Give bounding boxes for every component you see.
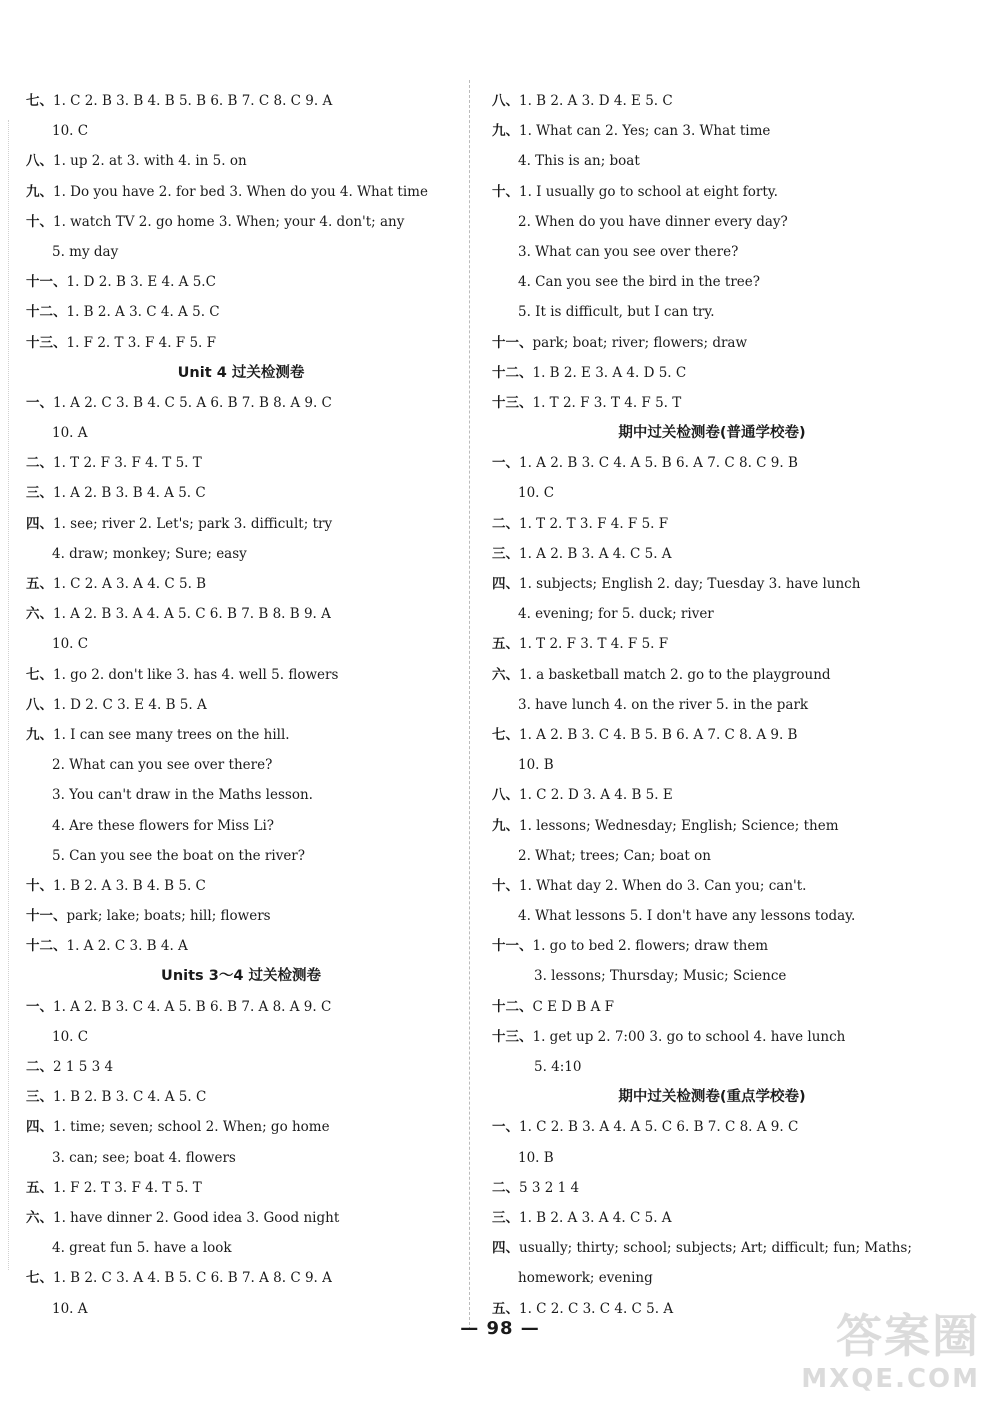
section-title: 期中过关检测卷(普通学校卷) — [618, 425, 806, 442]
answer-line — [26, 599, 456, 629]
answer-line — [492, 1203, 932, 1233]
answer-text: 1. T 2. F 3. T 4. F 5. T — [532, 394, 682, 411]
answer-line — [492, 539, 932, 569]
question-section-label: 八、 — [492, 787, 519, 804]
answer-continuation — [26, 629, 456, 659]
answer-line — [492, 1112, 932, 1142]
question-section-label: 五、 — [26, 1179, 53, 1196]
question-section-label: 八、 — [492, 93, 519, 109]
answer-continuation — [492, 478, 932, 508]
question-section-label: 七、 — [26, 93, 53, 109]
answer-text: 1. C 2. D 3. A 4. B 5. E — [519, 787, 673, 804]
answer-text: 1. A 2. B 3. C 4. A 5. B 6. B 7. A 8. A 9. C — [53, 998, 332, 1015]
question-section-label: 十一、 — [492, 938, 533, 955]
question-section-label: 十、 — [26, 877, 53, 894]
answer-text: 1. T 2. T 3. F 4. F 5. F — [519, 515, 669, 532]
answer-text: 1. C 2. B 3. B 4. B 5. B 6. B 7. C 8. C 9. A — [53, 93, 333, 109]
answer-continuation — [26, 1143, 456, 1173]
question-section-label: 五、 — [492, 636, 519, 653]
answer-text: 10. C — [52, 123, 89, 140]
question-section-label: 八、 — [26, 153, 53, 170]
answer-text: 10. B — [518, 1149, 554, 1166]
answer-continuation — [492, 961, 932, 991]
question-section-label: 九、 — [492, 123, 519, 140]
answer-line — [26, 931, 456, 961]
answer-continuation — [492, 207, 932, 237]
answer-text: park; boat; river; flowers; draw — [532, 334, 748, 351]
question-section-label: 一、 — [26, 394, 53, 411]
answer-continuation — [492, 841, 932, 871]
question-section-label: 一、 — [26, 998, 53, 1015]
answer-continuation — [492, 1143, 932, 1173]
answer-text: 1. see; river 2. Let's; park 3. difficult; try — [53, 515, 333, 532]
answer-continuation — [492, 901, 932, 931]
answer-text: 1. A 2. C 3. B 4. C 5. A 6. B 7. B 8. A 9. C — [53, 394, 332, 411]
answer-text: 1. B 2. B 3. C 4. A 5. C — [53, 1089, 207, 1106]
answer-text: 10. B — [518, 757, 554, 774]
answer-text: 1. have dinner 2. Good idea 3. Good night — [53, 1209, 340, 1226]
answer-text: 1. A 2. B 3. C 4. B 5. B 6. A 7. C 8. A 9. B — [519, 726, 798, 743]
answer-continuation — [492, 237, 932, 267]
answer-line — [492, 116, 932, 146]
answer-continuation — [492, 1052, 932, 1082]
column-divider — [469, 80, 470, 1330]
answer-text: 1. B 2. A 3. C 4. A 5. C — [66, 304, 220, 321]
question-section-label: 十、 — [492, 183, 519, 200]
answer-continuation — [26, 116, 456, 146]
answer-text: 1. What day 2. When do 3. Can you; can't. — [519, 877, 807, 894]
answer-line — [26, 267, 456, 297]
answer-line — [26, 1173, 456, 1203]
answer-text: 3. You can't draw in the Maths lesson. — [52, 787, 313, 804]
answer-text: 1. B 2. E 3. A 4. D 5. C — [532, 364, 687, 381]
answer-continuation — [26, 1233, 456, 1263]
answer-line — [26, 328, 456, 358]
answer-text: 2. When do you have dinner every day? — [518, 213, 788, 230]
section-title: Unit 4 过关检测卷 — [177, 364, 305, 381]
answer-text: 5. It is difficult, but I can try. — [518, 304, 715, 321]
answer-line — [26, 569, 456, 599]
watermark-logo-text: 答案圈 — [836, 1309, 980, 1363]
answer-text: 1. T 2. F 3. F 4. T 5. T — [53, 455, 202, 472]
answer-line — [26, 1263, 456, 1293]
answer-line — [492, 86, 932, 116]
answer-line — [492, 931, 932, 961]
answer-text: 4. Can you see the bird in the tree? — [518, 274, 761, 291]
answer-text: 1. T 2. F 3. T 4. F 5. F — [519, 636, 669, 653]
answer-text: park; lake; boats; hill; flowers — [66, 908, 271, 925]
question-section-label: 六、 — [26, 1209, 53, 1226]
answer-text: 1. get up 2. 7:00 3. go to school 4. have lunch — [532, 1028, 846, 1045]
answer-line — [492, 509, 932, 539]
answer-continuation — [492, 1263, 932, 1293]
question-section-label: 九、 — [492, 817, 519, 834]
answer-text: 4. This is an; boat — [518, 153, 640, 170]
answer-text: 4. Are these flowers for Miss Li? — [52, 817, 274, 834]
answer-line — [26, 992, 456, 1022]
answer-text: 1. I can see many trees on the hill. — [53, 726, 290, 743]
question-section-label: 十三、 — [492, 1028, 533, 1045]
question-section-label: 五、 — [26, 576, 53, 592]
answer-line — [26, 720, 456, 750]
answer-text: 1. C 2. C 3. C 4. C 5. A — [519, 1300, 674, 1317]
answer-text: 2 1 5 3 4 — [53, 1059, 114, 1075]
question-section-label: 四、 — [492, 576, 519, 592]
answer-line — [492, 358, 932, 388]
left-column — [26, 86, 456, 1324]
answer-text: 1. F 2. T 3. F 4. F 5. F — [66, 334, 216, 351]
page-number: — 98 — — [460, 1318, 540, 1339]
answer-text: 5. my day — [52, 243, 119, 260]
answer-text: 10. A — [52, 1300, 88, 1317]
answer-line — [492, 569, 932, 599]
answer-continuation — [26, 237, 456, 267]
answer-text: 1. D 2. C 3. E 4. B 5. A — [53, 696, 207, 713]
answer-text: 1. I usually go to school at eight forty. — [519, 183, 778, 200]
answer-continuation — [26, 750, 456, 780]
answer-line — [492, 388, 932, 418]
answer-text: 1. D 2. B 3. E 4. A 5.C — [66, 274, 216, 291]
question-section-label: 十二、 — [492, 364, 533, 381]
answer-text: 1. go 2. don't like 3. has 4. well 5. flowers — [53, 666, 339, 683]
answer-text: 1. subjects; English 2. day; Tuesday 3. have lunch — [519, 576, 861, 592]
question-section-label: 十二、 — [26, 304, 67, 321]
answer-text: 1. Do you have 2. for bed 3. When do you 4. What time — [53, 183, 428, 200]
answer-line — [26, 448, 456, 478]
question-section-label: 十三、 — [26, 334, 67, 351]
answer-text: 1. B 2. A 3. B 4. B 5. C — [53, 877, 206, 894]
answer-line — [26, 388, 456, 418]
answer-line — [492, 1022, 932, 1052]
answer-line — [492, 448, 932, 478]
answer-continuation — [26, 841, 456, 871]
question-section-label: 六、 — [26, 606, 53, 623]
answer-text: 3. What can you see over there? — [518, 243, 739, 260]
answer-line — [26, 146, 456, 176]
question-section-label: 八、 — [26, 696, 53, 713]
answer-text: 1. B 2. A 3. D 4. E 5. C — [519, 93, 673, 109]
question-section-label: 六、 — [492, 666, 519, 683]
answer-text: 3. have lunch 4. on the river 5. in the park — [518, 696, 809, 713]
question-section-label: 七、 — [492, 726, 519, 743]
answer-text: 4. evening; for 5. duck; river — [518, 606, 714, 623]
question-section-label: 十一、 — [26, 908, 67, 925]
answer-text: 10. A — [52, 425, 88, 442]
answer-text: 4. draw; monkey; Sure; easy — [52, 545, 247, 562]
answer-text: 1. A 2. C 3. B 4. A — [66, 938, 188, 955]
section-title: Units 3～4 过关检测卷 — [161, 968, 321, 985]
answer-text: 1. a basketball match 2. go to the playground — [519, 666, 831, 683]
answer-text: 10. C — [52, 636, 89, 653]
answer-continuation — [492, 690, 932, 720]
answer-text: 1. go to bed 2. flowers; draw them — [532, 938, 769, 955]
answer-line — [26, 207, 456, 237]
question-section-label: 十、 — [26, 213, 53, 230]
answer-text: usually; thirty; school; subjects; Art; difficult; fun; Maths; — [519, 1240, 912, 1257]
answer-text: 1. B 2. C 3. A 4. B 5. C 6. B 7. A 8. C 9. A — [53, 1270, 332, 1287]
question-section-label: 九、 — [26, 726, 53, 743]
question-section-label: 二、 — [492, 515, 519, 532]
answer-line — [26, 1112, 456, 1142]
answer-text: 1. What can 2. Yes; can 3. What time — [519, 123, 771, 140]
answer-text: 2. What; trees; Can; boat on — [518, 847, 711, 864]
answer-continuation — [492, 146, 932, 176]
answer-text: 1. watch TV 2. go home 3. When; your 4. don't; any — [53, 213, 405, 230]
answer-line — [26, 901, 456, 931]
question-section-label: 十二、 — [492, 998, 533, 1015]
question-section-label: 十一、 — [26, 274, 67, 291]
answer-continuation — [26, 780, 456, 810]
question-section-label: 十、 — [492, 877, 519, 894]
question-section-label: 一、 — [492, 1119, 519, 1136]
question-section-label: 十二、 — [26, 938, 67, 955]
question-section-label: 三、 — [26, 1089, 53, 1106]
answer-text: C E D B A F — [532, 998, 615, 1015]
answer-text: 1. up 2. at 3. with 4. in 5. on — [53, 153, 247, 170]
answer-text: 5. 4:10 — [534, 1059, 582, 1075]
question-section-label: 一、 — [492, 455, 519, 472]
answer-text: 1. C 2. B 3. A 4. A 5. C 6. B 7. C 8. A 9. C — [519, 1119, 799, 1136]
answer-text: 3. lessons; Thursday; Music; Science — [534, 968, 787, 985]
question-section-label: 十一、 — [492, 334, 533, 351]
answer-line — [492, 992, 932, 1022]
right-column — [492, 86, 932, 1324]
answer-text: 1. C 2. A 3. A 4. C 5. B — [53, 576, 207, 592]
question-section-label: 七、 — [26, 666, 53, 683]
question-section-label: 九、 — [26, 183, 53, 200]
question-section-label: 四、 — [492, 1240, 519, 1257]
answer-text: 1. time; seven; school 2. When; go home — [53, 1119, 330, 1136]
answer-continuation — [492, 750, 932, 780]
answer-line — [492, 1233, 932, 1263]
answer-continuation — [26, 1022, 456, 1052]
answer-line — [26, 1203, 456, 1233]
answer-text: 10. C — [52, 1028, 89, 1045]
question-section-label: 四、 — [26, 515, 53, 532]
answer-continuation — [492, 297, 932, 327]
answer-continuation — [26, 539, 456, 569]
answer-line — [492, 177, 932, 207]
answer-line — [26, 660, 456, 690]
margin-dotted-line — [8, 120, 9, 1270]
question-section-label: 二、 — [26, 1059, 53, 1075]
question-section-label: 十三、 — [492, 394, 533, 411]
answer-text: 1. F 2. T 3. F 4. T 5. T — [53, 1179, 202, 1196]
answer-text: 5 3 2 1 4 — [519, 1179, 580, 1196]
answer-line — [26, 478, 456, 508]
answer-line — [492, 811, 932, 841]
answer-line — [26, 690, 456, 720]
answer-line — [492, 871, 932, 901]
answer-line — [26, 509, 456, 539]
answer-line — [26, 177, 456, 207]
question-section-label: 四、 — [26, 1119, 53, 1136]
answer-line — [492, 629, 932, 659]
answer-continuation — [26, 811, 456, 841]
answer-text: 1. A 2. B 3. B 4. A 5. C — [53, 485, 206, 502]
answer-continuation — [492, 599, 932, 629]
question-section-label: 三、 — [26, 485, 53, 502]
answer-text: 1. A 2. B 3. A 4. A 5. C 6. B 7. B 8. B 9. A — [53, 606, 331, 623]
watermark-url: MXQE.COM — [801, 1364, 980, 1394]
answer-text: 2. What can you see over there? — [52, 757, 273, 774]
answer-text: 1. B 2. A 3. A 4. C 5. A — [519, 1209, 672, 1226]
answer-line — [492, 328, 932, 358]
answer-line — [492, 780, 932, 810]
answer-text: 1. A 2. B 3. A 4. C 5. A — [519, 545, 672, 562]
question-section-label: 五、 — [492, 1300, 519, 1317]
answer-line — [26, 1052, 456, 1082]
watermark-logo — [790, 1308, 980, 1408]
question-section-label: 二、 — [26, 455, 53, 472]
answer-text: 3. can; see; boat 4. flowers — [52, 1149, 236, 1166]
answer-line — [26, 1082, 456, 1112]
answer-line — [492, 1173, 932, 1203]
answer-text: 4. great fun 5. have a look — [52, 1240, 232, 1257]
answer-continuation — [26, 418, 456, 448]
question-section-label: 三、 — [492, 1209, 519, 1226]
answer-text: 10. C — [518, 485, 555, 502]
section-title: 期中过关检测卷(重点学校卷) — [618, 1089, 806, 1106]
answer-line — [492, 660, 932, 690]
question-section-label: 三、 — [492, 545, 519, 562]
answer-line — [26, 297, 456, 327]
answer-text: 5. Can you see the boat on the river? — [52, 847, 305, 864]
question-section-label: 七、 — [26, 1270, 53, 1287]
answer-continuation — [492, 267, 932, 297]
answer-text: homework; evening — [518, 1270, 653, 1287]
answer-line — [26, 86, 456, 116]
answer-text: 4. What lessons 5. I don't have any lessons today. — [518, 908, 856, 925]
answer-text: 1. A 2. B 3. C 4. A 5. B 6. A 7. C 8. C 9. B — [519, 455, 798, 472]
answer-line — [26, 871, 456, 901]
question-section-label: 二、 — [492, 1179, 519, 1196]
answer-text: 1. lessons; Wednesday; English; Science; them — [519, 817, 839, 834]
answer-line — [492, 720, 932, 750]
